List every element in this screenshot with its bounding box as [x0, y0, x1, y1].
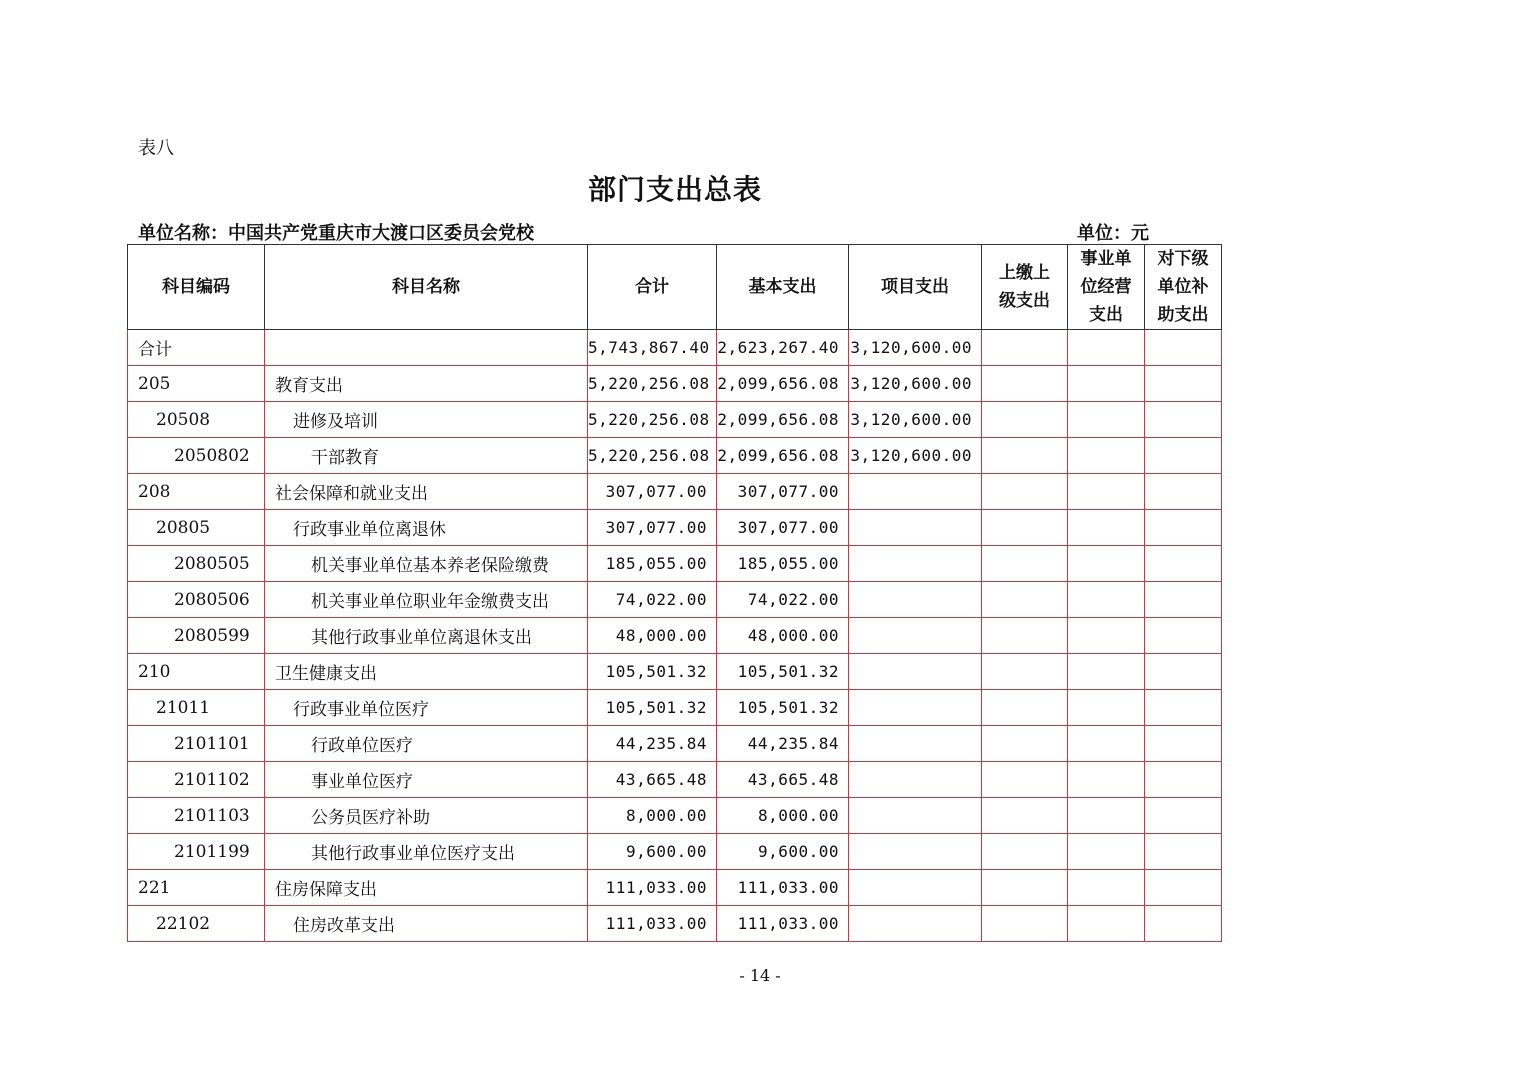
amount-cell: 111,033.00	[717, 870, 849, 906]
table-row	[128, 438, 1222, 474]
subject-name-cell: 社会保障和就业支出	[265, 474, 588, 510]
subject-name-cell: 其他行政事业单位离退休支出	[265, 618, 588, 654]
amount-cell	[1068, 438, 1145, 474]
subject-code-cell: 2101103	[128, 798, 265, 834]
table-row	[128, 618, 1222, 654]
table-row	[128, 726, 1222, 762]
amount-cell	[1145, 510, 1222, 546]
amount-cell	[982, 402, 1068, 438]
amount-cell: 307,077.00	[588, 474, 717, 510]
amount-cell: 105,501.32	[588, 654, 717, 690]
amount-cell	[1145, 438, 1222, 474]
column-header: 项目支出	[849, 245, 982, 330]
amount-cell	[1145, 546, 1222, 582]
subject-code-cell: 205	[128, 366, 265, 402]
subject-name-cell: 卫生健康支出	[265, 654, 588, 690]
amount-cell	[1068, 906, 1145, 942]
table-row	[128, 402, 1222, 438]
amount-cell: 105,501.32	[717, 654, 849, 690]
subject-name-cell: 教育支出	[265, 366, 588, 402]
subject-name-cell: 行政事业单位医疗	[265, 690, 588, 726]
amount-cell	[1145, 726, 1222, 762]
subject-name-cell: 行政事业单位离退休	[265, 510, 588, 546]
table-row	[128, 654, 1222, 690]
amount-cell	[1068, 870, 1145, 906]
subject-code-cell: 合计	[128, 330, 265, 366]
currency-unit-label: 单位：元	[1077, 223, 1149, 244]
amount-cell: 43,665.48	[588, 762, 717, 798]
document-title: 部门支出总表	[587, 173, 762, 206]
amount-cell	[982, 582, 1068, 618]
amount-cell	[1068, 330, 1145, 366]
amount-cell: 185,055.00	[717, 546, 849, 582]
table-row	[128, 582, 1222, 618]
amount-cell	[1068, 510, 1145, 546]
amount-cell: 8,000.00	[717, 798, 849, 834]
expenditure-table	[127, 244, 1222, 942]
amount-cell	[982, 618, 1068, 654]
table-row	[128, 834, 1222, 870]
amount-cell	[849, 582, 982, 618]
amount-cell: 5,220,256.08	[588, 366, 717, 402]
amount-cell	[982, 366, 1068, 402]
amount-cell	[1068, 366, 1145, 402]
amount-cell	[849, 474, 982, 510]
unit-name-label: 单位名称：中国共产党重庆市大渡口区委员会党校	[138, 223, 534, 244]
amount-cell: 48,000.00	[717, 618, 849, 654]
amount-cell	[849, 798, 982, 834]
amount-cell	[1068, 762, 1145, 798]
amount-cell: 111,033.00	[588, 870, 717, 906]
amount-cell	[1145, 654, 1222, 690]
table-row	[128, 546, 1222, 582]
amount-cell	[982, 870, 1068, 906]
amount-cell	[1068, 618, 1145, 654]
amount-cell: 44,235.84	[717, 726, 849, 762]
subject-code-cell: 208	[128, 474, 265, 510]
column-header: 基本支出	[717, 245, 849, 330]
amount-cell	[982, 690, 1068, 726]
table-row	[128, 906, 1222, 942]
amount-cell: 3,120,600.00	[849, 438, 982, 474]
amount-cell: 74,022.00	[717, 582, 849, 618]
amount-cell: 307,077.00	[717, 474, 849, 510]
subject-code-cell: 21011	[128, 690, 265, 726]
amount-cell	[982, 510, 1068, 546]
amount-cell	[982, 834, 1068, 870]
amount-cell	[1145, 330, 1222, 366]
subject-code-cell: 20805	[128, 510, 265, 546]
amount-cell	[1068, 546, 1145, 582]
amount-cell	[1068, 582, 1145, 618]
amount-cell: 5,220,256.08	[588, 402, 717, 438]
amount-cell: 2,099,656.08	[717, 366, 849, 402]
subject-code-cell: 2050802	[128, 438, 265, 474]
amount-cell	[982, 726, 1068, 762]
amount-cell	[1145, 798, 1222, 834]
subject-code-cell: 2101101	[128, 726, 265, 762]
amount-cell	[982, 474, 1068, 510]
amount-cell	[1145, 366, 1222, 402]
amount-cell	[982, 546, 1068, 582]
amount-cell: 2,099,656.08	[717, 402, 849, 438]
amount-cell: 3,120,600.00	[849, 402, 982, 438]
table-row	[128, 474, 1222, 510]
subject-name-cell: 住房保障支出	[265, 870, 588, 906]
amount-cell	[849, 510, 982, 546]
amount-cell	[1145, 474, 1222, 510]
amount-cell: 8,000.00	[588, 798, 717, 834]
amount-cell: 185,055.00	[588, 546, 717, 582]
column-header: 科目编码	[128, 245, 265, 330]
amount-cell	[982, 906, 1068, 942]
amount-cell: 3,120,600.00	[849, 330, 982, 366]
table-header-row	[128, 245, 1222, 330]
amount-cell	[1145, 690, 1222, 726]
subject-name-cell: 住房改革支出	[265, 906, 588, 942]
amount-cell: 105,501.32	[717, 690, 849, 726]
amount-cell: 307,077.00	[588, 510, 717, 546]
amount-cell: 43,665.48	[717, 762, 849, 798]
table-row	[128, 762, 1222, 798]
amount-cell	[849, 906, 982, 942]
amount-cell	[1145, 762, 1222, 798]
amount-cell: 9,600.00	[717, 834, 849, 870]
subject-name-cell: 干部教育	[265, 438, 588, 474]
amount-cell	[1068, 474, 1145, 510]
amount-cell	[982, 330, 1068, 366]
amount-cell	[849, 654, 982, 690]
subject-name-cell: 其他行政事业单位医疗支出	[265, 834, 588, 870]
amount-cell	[982, 438, 1068, 474]
amount-cell	[1145, 402, 1222, 438]
amount-cell	[1068, 690, 1145, 726]
subject-code-cell: 2080599	[128, 618, 265, 654]
amount-cell	[849, 834, 982, 870]
page-number: - 14 -	[739, 966, 781, 985]
amount-cell	[1068, 834, 1145, 870]
table-row	[128, 330, 1222, 366]
subject-name-cell: 行政单位医疗	[265, 726, 588, 762]
table-row	[128, 870, 1222, 906]
amount-cell	[849, 546, 982, 582]
amount-cell: 48,000.00	[588, 618, 717, 654]
amount-cell	[849, 618, 982, 654]
table-row	[128, 690, 1222, 726]
subject-name-cell: 机关事业单位基本养老保险缴费	[265, 546, 588, 582]
amount-cell: 2,099,656.08	[717, 438, 849, 474]
column-header: 科目名称	[265, 245, 588, 330]
amount-cell: 5,220,256.08	[588, 438, 717, 474]
amount-cell: 74,022.00	[588, 582, 717, 618]
amount-cell: 307,077.00	[717, 510, 849, 546]
amount-cell	[1145, 870, 1222, 906]
amount-cell	[849, 726, 982, 762]
amount-cell: 111,033.00	[717, 906, 849, 942]
amount-cell	[1068, 726, 1145, 762]
amount-cell: 44,235.84	[588, 726, 717, 762]
amount-cell	[1145, 906, 1222, 942]
amount-cell: 9,600.00	[588, 834, 717, 870]
subject-name-cell: 事业单位医疗	[265, 762, 588, 798]
subject-code-cell: 22102	[128, 906, 265, 942]
table-label: 表八	[138, 138, 174, 159]
amount-cell	[982, 762, 1068, 798]
subject-name-cell: 机关事业单位职业年金缴费支出	[265, 582, 588, 618]
amount-cell	[849, 690, 982, 726]
subject-code-cell: 2101102	[128, 762, 265, 798]
column-header: 对下级单位补助支出	[1145, 245, 1222, 330]
amount-cell: 5,743,867.40	[588, 330, 717, 366]
amount-cell: 111,033.00	[588, 906, 717, 942]
amount-cell	[1068, 402, 1145, 438]
amount-cell: 105,501.32	[588, 690, 717, 726]
amount-cell	[1145, 834, 1222, 870]
amount-cell	[1145, 582, 1222, 618]
amount-cell	[849, 870, 982, 906]
column-header: 上缴上级支出	[982, 245, 1068, 330]
amount-cell: 3,120,600.00	[849, 366, 982, 402]
table-row	[128, 510, 1222, 546]
column-header: 事业单位经营支出	[1068, 245, 1145, 330]
amount-cell	[1068, 798, 1145, 834]
amount-cell: 2,623,267.40	[717, 330, 849, 366]
table-row	[128, 366, 1222, 402]
amount-cell	[849, 762, 982, 798]
subject-code-cell: 221	[128, 870, 265, 906]
amount-cell	[1145, 618, 1222, 654]
table-row	[128, 798, 1222, 834]
subject-name-cell: 公务员医疗补助	[265, 798, 588, 834]
subject-code-cell: 2080505	[128, 546, 265, 582]
amount-cell	[982, 654, 1068, 690]
subject-name-cell	[265, 330, 588, 366]
column-header: 合计	[588, 245, 717, 330]
amount-cell	[1068, 654, 1145, 690]
subject-code-cell: 20508	[128, 402, 265, 438]
subject-code-cell: 2101199	[128, 834, 265, 870]
amount-cell	[982, 798, 1068, 834]
subject-name-cell: 进修及培训	[265, 402, 588, 438]
subject-code-cell: 210	[128, 654, 265, 690]
subject-code-cell: 2080506	[128, 582, 265, 618]
